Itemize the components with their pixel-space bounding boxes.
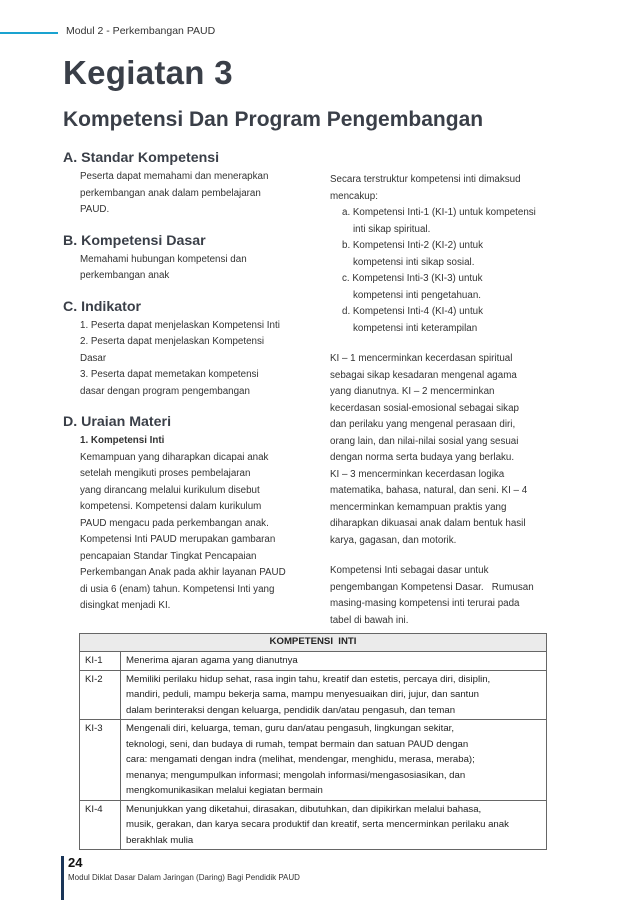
- header-accent-line: [0, 32, 58, 34]
- text-line: orang lain, dan nilai-nilai sosial yang sesuai: [330, 435, 519, 447]
- text-line: cara: mengamati dengan indra (melihat, mendengar, menghidu, merasa, meraba);: [126, 754, 475, 765]
- ki-basis-paragraph: [330, 563, 575, 629]
- text-line: sebagai sikap kesadaran mengenal agama: [330, 369, 517, 381]
- ki-code: KI-3: [80, 720, 121, 801]
- text-line: menanya; mengumpulkan informasi; mengolah informasi/mengasosiasikan, dan: [126, 769, 466, 781]
- text-line: KI – 1 mencerminkan kecerdasan spiritual: [330, 353, 513, 364]
- text-line: mengkomunikasikan melalui kegiatan bermain: [126, 785, 323, 796]
- ki-description: [121, 800, 547, 850]
- footer-text: Modul Diklat Dasar Dalam Jaringan (Daring) Bagi Pendidik PAUD: [68, 873, 300, 882]
- text-line: Secara terstruktur kompetensi inti dimaksud: [330, 174, 521, 185]
- text-line: tabel di bawah ini.: [330, 614, 409, 626]
- ki-description-paragraph: [330, 351, 575, 549]
- list-item: c. Kompetensi Inti-3 (KI-3) untuk: [342, 273, 483, 284]
- text-line: kecerdasan sosial-emosional sebagai sikap: [330, 402, 519, 414]
- text-line: PAUD mengacu pada perkembangan anak.: [80, 517, 269, 529]
- text-line: KI – 3 mencerminkan kecerdasan logika: [330, 468, 505, 480]
- text-line: pencapaian Standar Tingkat Pencapaian: [80, 550, 257, 562]
- table-row: [80, 652, 547, 671]
- text-line: teknologi, seni, dan budaya di rumah, tempat bermain dan satuan PAUD dengan: [126, 738, 469, 750]
- text-line: masing-masing kompetensi inti terurai pada: [330, 598, 520, 609]
- text-line: Kompetensi Inti PAUD merupakan gambaran: [80, 534, 276, 545]
- text-line: mencakup:: [330, 190, 378, 202]
- right-column: [330, 172, 575, 629]
- section-heading: A. Standar Kompetensi: [63, 150, 220, 166]
- section-indikator: [63, 299, 313, 401]
- table-row: [80, 800, 547, 850]
- section-standar-kompetensi: [63, 150, 313, 219]
- kompetensi-inti-table: [79, 633, 547, 850]
- ki-description: [121, 720, 547, 801]
- ki-description: [121, 652, 547, 671]
- section-heading: B. Kompetensi Dasar: [63, 232, 206, 249]
- text-line: yang dianutnya. KI – 2 mencerminkan: [330, 386, 495, 397]
- list-item-cont: kompetensi inti keterampilan: [353, 322, 478, 334]
- text-line: Kemampuan yang diharapkan dicapai anak: [80, 451, 269, 463]
- table-header-row: [80, 634, 547, 652]
- section-uraian-materi: [63, 414, 313, 615]
- text-line: berakhlak mulia: [126, 834, 194, 846]
- ki-code: KI-4: [80, 800, 121, 850]
- list-item: a. Kompetensi Inti-1 (KI-1) untuk kompetensi: [342, 207, 536, 218]
- text-line: matematika, bahasa, natural, dan seni. KI – 4: [330, 485, 528, 496]
- table-header: KOMPETENSI INTI: [80, 634, 547, 652]
- text-line: Menunjukkan yang diketahui, dirasakan, dibutuhkan, dan dipikirkan melalui bahasa,: [126, 803, 482, 815]
- text-line: disingkat menjadi KI.: [80, 600, 171, 611]
- text-line: kompetensi. Kompetensi dalam kurikulum: [80, 501, 262, 512]
- text-line: dasar dengan program pengembangan: [80, 385, 250, 397]
- text-line: 1. Peserta dapat menjelaskan Kompetensi Inti: [80, 319, 280, 331]
- table-row: [80, 670, 547, 720]
- section-kompetensi-dasar: [63, 233, 313, 285]
- text-line: Peserta dapat memahami dan menerapkan: [80, 171, 269, 182]
- ki-code: KI-2: [80, 670, 121, 720]
- list-item-cont: inti sikap spiritual.: [353, 223, 431, 235]
- text-line: dalam berinteraksi dengan keluarga, pendidik dan/atau pengasuh, dan teman: [126, 704, 456, 716]
- page-title: Kegiatan 3: [63, 54, 233, 91]
- table-row: [80, 720, 547, 801]
- page-number: 24: [68, 855, 83, 870]
- intro-paragraph: [330, 172, 575, 205]
- text-line: yang dirancang melalui kurikulum disebut: [80, 484, 260, 496]
- text-line: setelah mengikuti proses pembelajaran: [80, 468, 251, 479]
- ki-list: [330, 205, 575, 337]
- text-line: karya, gagasan, dan motorik.: [330, 534, 457, 546]
- list-item-cont: kompetensi inti pengetahuan.: [353, 289, 481, 301]
- list-item: d. Kompetensi Inti-4 (KI-4) untuk: [342, 306, 484, 317]
- left-column: [63, 150, 313, 615]
- text-line: dengan norma serta budaya yang berlaku.: [330, 452, 515, 463]
- subsection-heading: 1. Kompetensi Inti: [80, 435, 165, 446]
- text-line: dan perilaku yang mengenal perasaan diri,: [330, 419, 516, 430]
- ki-code: KI-1: [80, 652, 121, 671]
- text-line: perkembangan anak: [80, 270, 170, 281]
- list-item: b. Kompetensi Inti-2 (KI-2) untuk: [342, 240, 484, 251]
- list-item-cont: kompetensi inti sikap sosial.: [353, 256, 475, 268]
- text-line: musik, gerakan, dan karya secara produktif dan kreatif, serta mencerminkan perilaku anak: [126, 819, 509, 830]
- page-subtitle: Kompetensi Dan Program Pengembangan: [63, 108, 484, 131]
- text-line: PAUD.: [80, 204, 110, 215]
- text-line: di usia 6 (enam) tahun. Kompetensi Inti yang: [80, 583, 275, 595]
- text-line: mandiri, peduli, mampu bekerja sama, mampu menyesuaikan diri, jujur, dan santun: [126, 689, 480, 700]
- ki-description: [121, 670, 547, 720]
- text-line: 2. Peserta dapat menjelaskan Kompetensi: [80, 336, 265, 347]
- text-line: diharapkan dikuasai anak dalam bentuk hasil: [330, 518, 526, 529]
- text-line: Mengenali diri, keluarga, teman, guru dan/atau pengasuh, lingkungan sekitar,: [126, 723, 455, 734]
- section-heading: D. Uraian Materi: [63, 414, 172, 430]
- module-title: Modul 2 - Perkembangan PAUD: [66, 25, 216, 37]
- section-heading: C. Indikator: [63, 298, 142, 315]
- text-line: mencerminkan kemampuan praktis yang: [330, 501, 507, 513]
- text-line: Memahami hubungan kompetensi dan: [80, 253, 247, 265]
- text-line: 3. Peserta dapat memetakan kompetensi: [80, 369, 259, 380]
- text-line: Perkembangan Anak pada akhir layanan PAUD: [80, 567, 286, 578]
- text-line: Dasar: [80, 352, 107, 364]
- text-line: Memiliki perilaku hidup sehat, rasa ingin tahu, kreatif dan estetis, percaya diri, disiplin,: [126, 673, 491, 685]
- text-line: pengembangan Kompetensi Dasar. Rumusan: [330, 581, 534, 593]
- footer-accent-bar: [61, 856, 64, 900]
- text-line: Kompetensi Inti sebagai dasar untuk: [330, 565, 489, 576]
- text-line: perkembangan anak dalam pembelajaran: [80, 187, 261, 199]
- text-line: Menerima ajaran agama yang dianutnya: [126, 655, 298, 666]
